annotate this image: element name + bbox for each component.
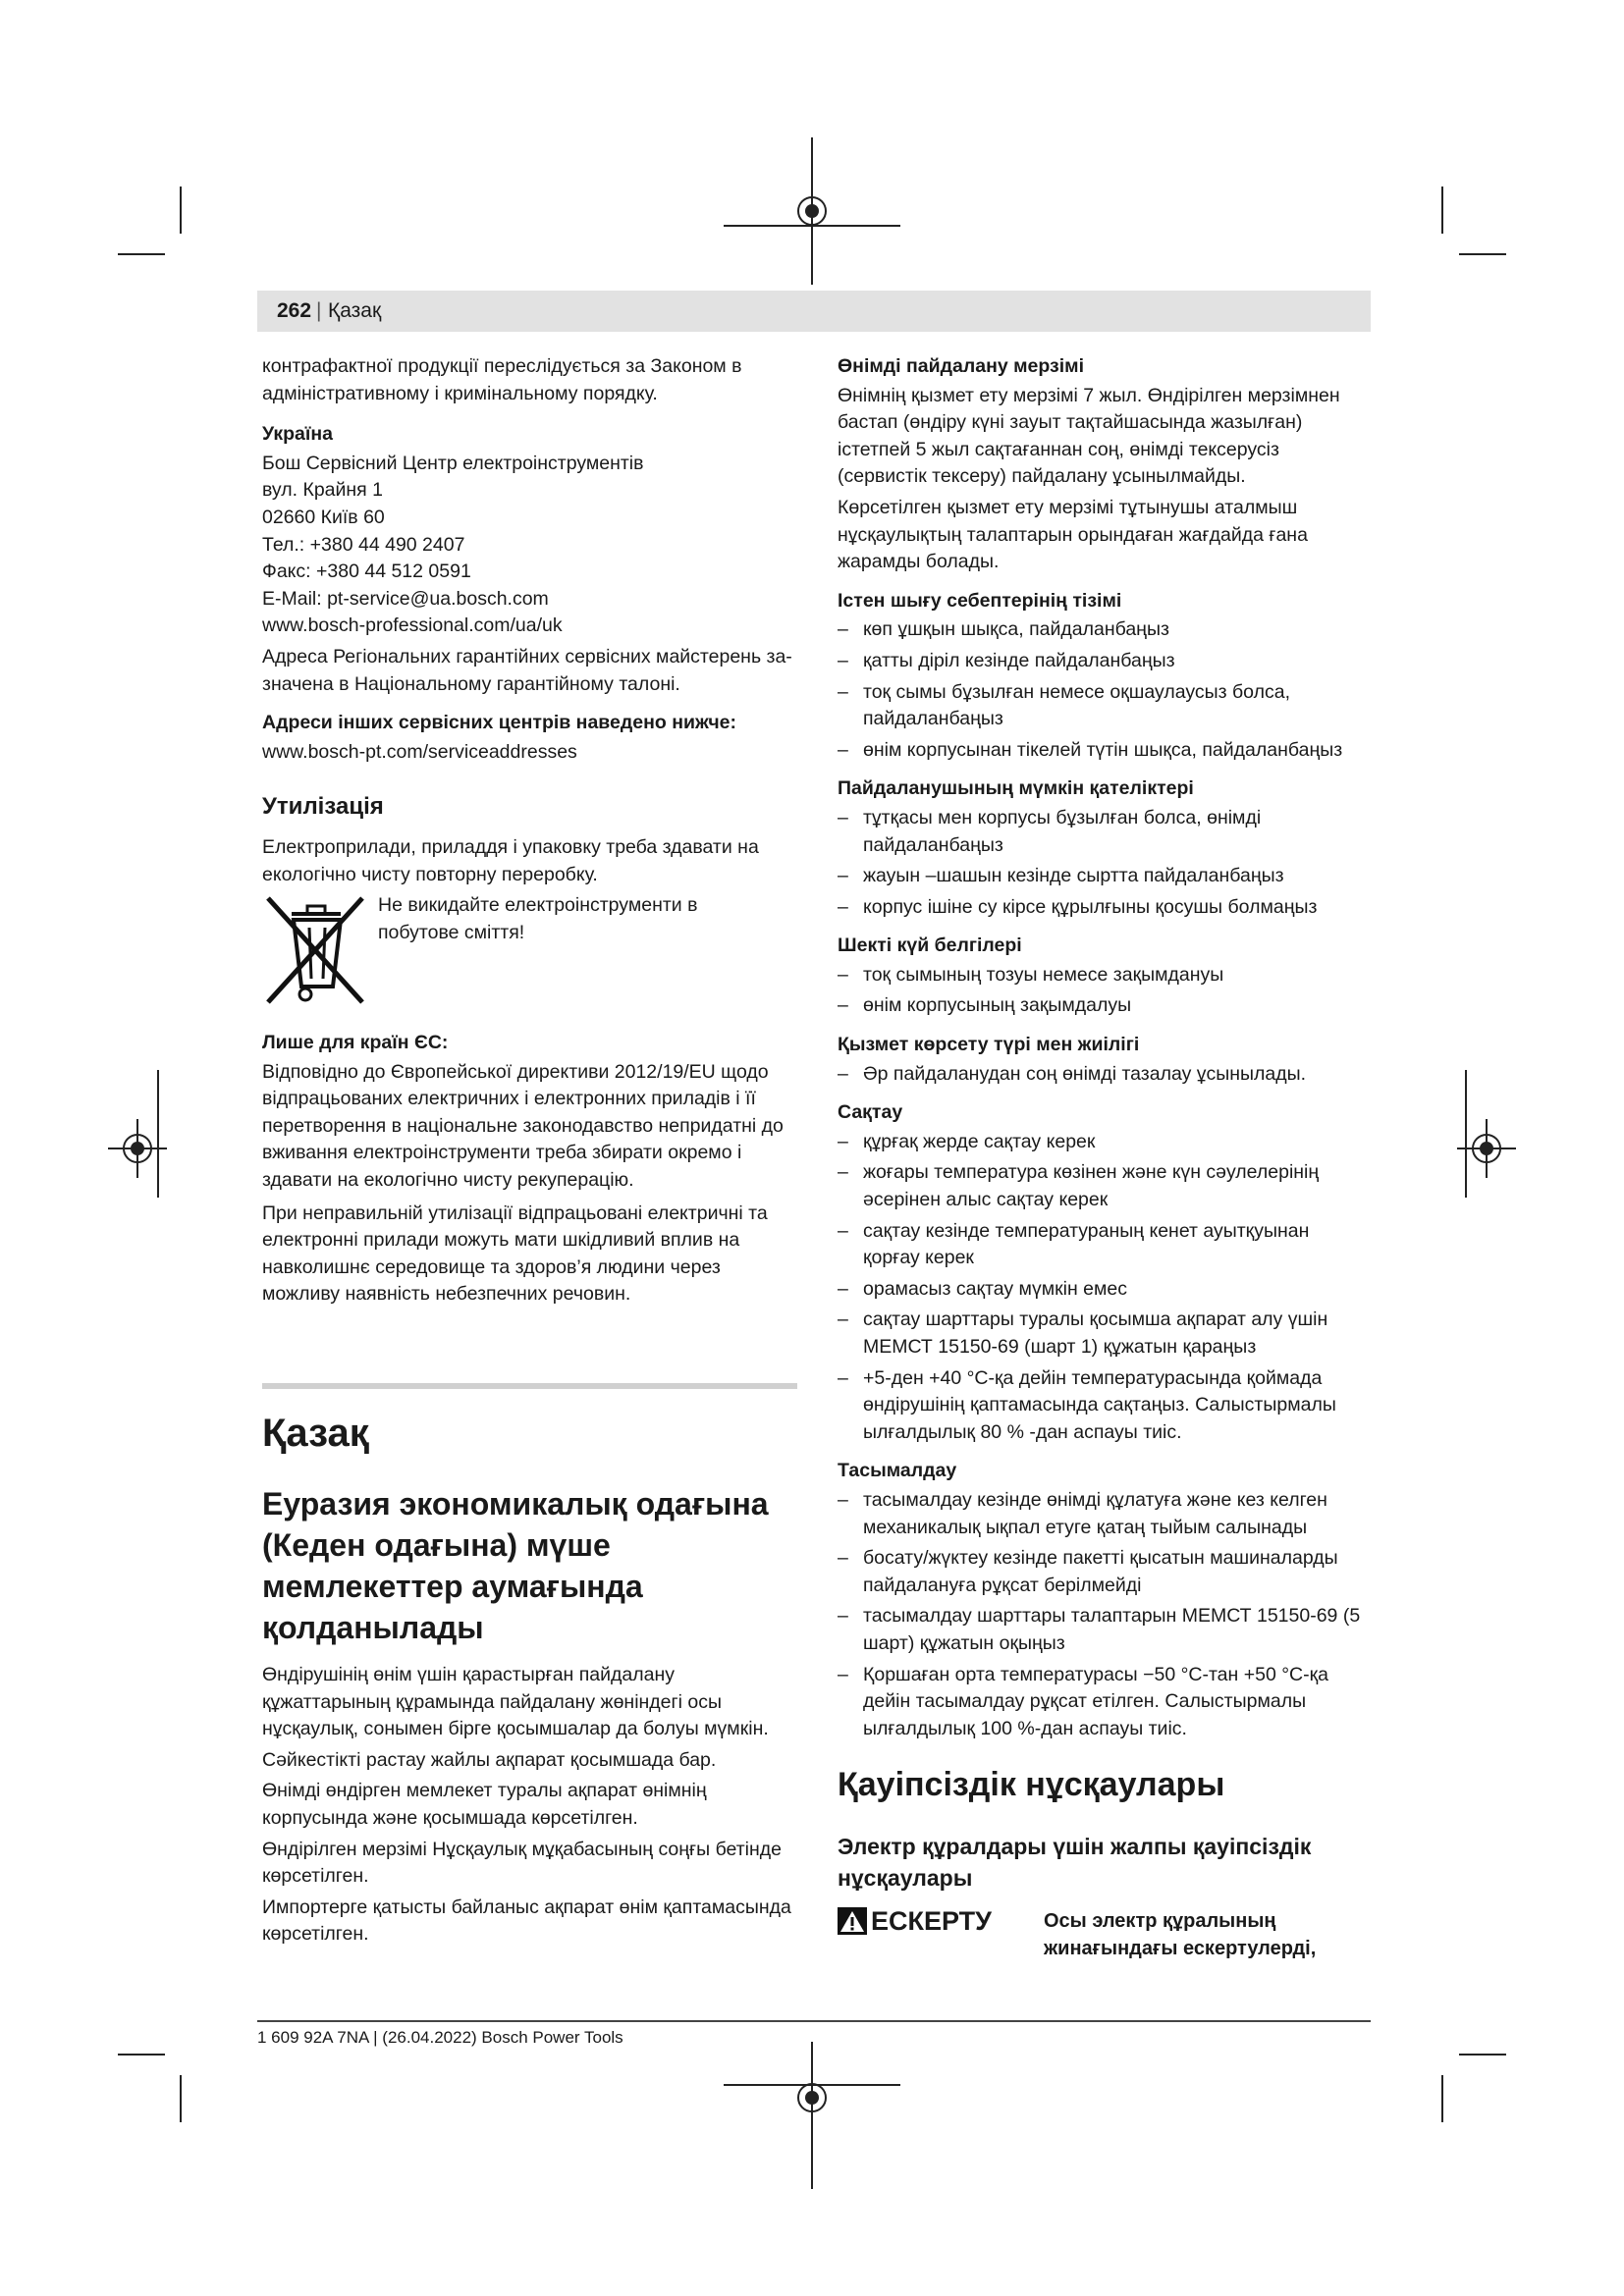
list-item: – сақтау шарттары туралы қосымша ақпарат алу үшін МЕМСТ 15150-69 (шарт 1) құжатын қараңыз xyxy=(838,1307,1368,1361)
weee-text: Не викидайте електроінструменти в побутове сміття! xyxy=(378,894,698,943)
address-line: вул. Крайня 1 xyxy=(262,479,383,502)
list-item: – корпус ішіне су кірсе құрылғыны қосушы болмаңыз xyxy=(838,894,1368,922)
list-item: – тоқ сымының тозуы немесе зақымдануы xyxy=(838,962,1368,989)
list-item: – Қоршаған орта температурасы −50 °C-тан +50 °C-қа дейін тасымалдау рұқсат етілген. Салыстырмалы ылғалдылық 100 %-дан аспауы тиіс. xyxy=(838,1662,1368,1743)
page-header xyxy=(257,291,1371,332)
right-column xyxy=(838,353,1368,1962)
phone-line: Тел.: +380 44 490 2407 xyxy=(262,533,465,556)
improper-disposal-text: При неправильній утилізації відпрацьовані електричні та електронні прилади можуть мати шкідливий вплив на навколишнє середовище та здоров’я людини через можливу наявність небезпечних речовин. xyxy=(262,1201,768,1306)
crop-mark xyxy=(1441,2075,1443,2122)
warning-block xyxy=(838,1907,1368,1962)
email-line: E-Mail: pt-service@ua.bosch.com xyxy=(262,587,549,610)
eu-text: Відповідно до Європейської директиви 2012/19/EU щодо відпрацьованих електричних і електронних приладів і її перетворення в національне законодавство непридатні до вживання електроінструменти треба збирати окремо і здавати на екологічно чисту рекуперацію. xyxy=(262,1060,784,1192)
user-errors-heading: Пайдаланушының мүмкін қателіктері xyxy=(838,777,1194,800)
section-divider xyxy=(262,1383,797,1389)
other-centers-heading: Адреси інших сервісних центрів наведено нижче: xyxy=(262,712,736,734)
list-item: – қатты діріл кезінде пайдаланбаңыз xyxy=(838,648,1368,675)
registration-mark-icon xyxy=(724,2042,900,2189)
storage-heading: Сақтау xyxy=(838,1101,903,1124)
list-item: – өнім корпусының зақымдалуы xyxy=(838,992,1368,1020)
limit-signs-heading: Шекті күй белгілері xyxy=(838,934,1022,957)
crop-mark xyxy=(118,253,165,255)
transport-list xyxy=(838,1487,1368,1742)
website-link: www.bosch-professional.com/ua/uk xyxy=(262,614,563,637)
weee-notice xyxy=(262,892,797,1008)
page-footer: 1 609 92A 7NA | (26.04.2022) Bosch Power Tools xyxy=(257,2028,623,2047)
footer-rule xyxy=(257,2020,1371,2022)
user-errors-list xyxy=(838,805,1368,921)
header-language: Қазақ xyxy=(328,299,382,322)
kazakh-paragraph: Импортерге қатысты байланыс ақпарат өнім қаптамасында көрсетілген. xyxy=(262,1896,791,1946)
crop-mark xyxy=(1459,253,1506,255)
list-item: – тасымалдау шарттары талаптарын МЕМСТ 15150-69 (5 шарт) құжатын оқыңыз xyxy=(838,1603,1368,1657)
list-item: – +5-ден +40 °C-қа дейін температурасында қоймада өндірушінің қаптамасында сақтаңыз. Салыстырмалы ылғалдылық 80 % -дан аспауы тиіс. xyxy=(838,1365,1368,1447)
storage-list xyxy=(838,1129,1368,1447)
safety-title: Қауіпсіздік нұсқаулары xyxy=(838,1766,1225,1804)
kazakh-title: Қазақ xyxy=(262,1412,369,1456)
address-line: 02660 Київ 60 xyxy=(262,506,385,528)
list-item: – орамасыз сақтау мүмкін емес xyxy=(838,1276,1368,1304)
other-centers-url: www.bosch-pt.com/serviceaddresses xyxy=(262,740,577,763)
list-item: – көп ұшқын шықса, пайдаланбаңыз xyxy=(838,616,1368,644)
transport-heading: Тасымалдау xyxy=(838,1460,957,1482)
intro-text: контрафактної продукції переслідується за Законом в адміністративному і кримінальному порядку. xyxy=(262,355,742,404)
list-item: – өнім корпусынан тікелей түтін шықса, пайдаланбаңыз xyxy=(838,737,1368,765)
left-column xyxy=(262,353,797,1952)
registration-mark-icon xyxy=(1457,1119,1516,1178)
list-item: – тоқ сымы бұзылған немесе оқшаулаусыз болса, пайдаланбаңыз xyxy=(838,679,1368,733)
failure-causes-list xyxy=(838,616,1368,764)
warning-label xyxy=(838,1907,1044,1935)
warning-triangle-icon xyxy=(838,1907,867,1935)
list-item: – жоғары температура көзінен және күн сәулелерінің әсерінен алыс сақтау керек xyxy=(838,1159,1368,1213)
warning-text: Осы электр құралының жинағындағы ескертулерді, xyxy=(1044,1910,1317,1960)
address-line: Бош Сервісний Центр електроінструментів xyxy=(262,452,644,474)
registration-mark-icon xyxy=(724,137,900,285)
kazakh-paragraph: Сәйкестікті растау жайлы ақпарат қосымшада бар. xyxy=(262,1748,717,1771)
kazakh-paragraph: Өнімді өндірген мемлекет туралы ақпарат өнімнің корпусында және қосымшада көрсетілген. xyxy=(262,1780,707,1829)
list-item: – тұтқасы мен корпусы бұзылған болса, өнімді пайдаланбаңыз xyxy=(838,805,1368,859)
list-item: – босату/жүктеу кезінде пакетті қысатын машиналарды пайдалануға рұқсат берілмейді xyxy=(838,1545,1368,1599)
service-life-text: Өнімнің қызмет ету мерзімі 7 жыл. Өндірілген мерзімнен бастап (өндіру күні зауыт тақтайшасында жазылған) істетпей 5 жыл сақтағаннан соң, өнімді тексерусіз (сервистік тексеру) пайдалану ұсынылмайды. xyxy=(838,384,1340,488)
crop-mark xyxy=(1459,2054,1506,2056)
crop-mark xyxy=(1441,187,1443,234)
eu-heading: Лише для країн ЄС: xyxy=(262,1032,449,1054)
list-item: – Әр пайдаланудан соң өнімді тазалау ұсынылады. xyxy=(838,1061,1368,1089)
ukraine-address xyxy=(262,451,797,640)
eaeu-heading: Еуразия экономикалық одағына (Кеден одағына) мүше мемлекеттер аумағында қолданылады xyxy=(262,1486,769,1646)
list-item: – жауын –шашын кезінде сыртта пайдаланбаңыз xyxy=(838,863,1368,890)
page-number: 262 xyxy=(277,299,312,322)
crossed-bin-icon xyxy=(262,892,368,1008)
ukraine-heading: Україна xyxy=(262,423,334,446)
maintenance-list xyxy=(838,1061,1368,1089)
list-item: – құрғақ жерде сақтау керек xyxy=(838,1129,1368,1156)
regional-text: Адреса Регіональних гарантійних сервісних майстерень за- значена в Національному гарантійному талоні. xyxy=(262,645,792,695)
list-item: – сақтау кезінде температураның кенет ауытқуынан қорғау керек xyxy=(838,1218,1368,1272)
limit-signs-list xyxy=(838,962,1368,1020)
fax-line: Факс: +380 44 512 0591 xyxy=(262,561,471,583)
safety-subheading: Электр құралдары үшін жалпы қауіпсіздік нұсқаулары xyxy=(838,1834,1312,1892)
kazakh-paragraph: Өндірілген мерзімі Нұсқаулық мұқабасының соңғы бетінде көрсетілген. xyxy=(262,1838,782,1888)
list-item: – тасымалдау кезінде өнімді құлатуға және кез келген механикалық ықпал етуге қатаң тыйым салынады xyxy=(838,1487,1368,1541)
maintenance-heading: Қызмет көрсету түрі мен жиілігі xyxy=(838,1034,1140,1056)
failure-causes-heading: Істен шығу себептерінің тізімі xyxy=(838,589,1122,612)
registration-mark-icon xyxy=(108,1119,167,1178)
crop-mark xyxy=(180,187,182,234)
service-life-heading: Өнімді пайдалану мерзімі xyxy=(838,355,1084,377)
disposal-text: Електроприлади, приладдя і упаковку треба здавати на екологічно чисту повторну переробку. xyxy=(262,835,759,885)
crop-mark xyxy=(118,2054,165,2056)
header-separator: | xyxy=(316,299,322,322)
service-life-validity: Көрсетілген қызмет ету мерзімі тұтынушы аталмыш нұсқаулықтың талаптарын орындаған жағдайда ғана жарамды болады. xyxy=(838,496,1308,573)
crop-mark xyxy=(180,2075,182,2122)
kazakh-paragraph: Өндірушінің өнім үшін қарастырған пайдалану құжаттарының құрамында пайдалану жөніндегі осы нұсқаулық, сонымен бірге қосымшалар да болуы мүмкін. xyxy=(262,1664,769,1740)
disposal-heading: Утилізація xyxy=(262,793,384,821)
warning-label-text: ЕСКЕРТУ xyxy=(871,1905,992,1936)
